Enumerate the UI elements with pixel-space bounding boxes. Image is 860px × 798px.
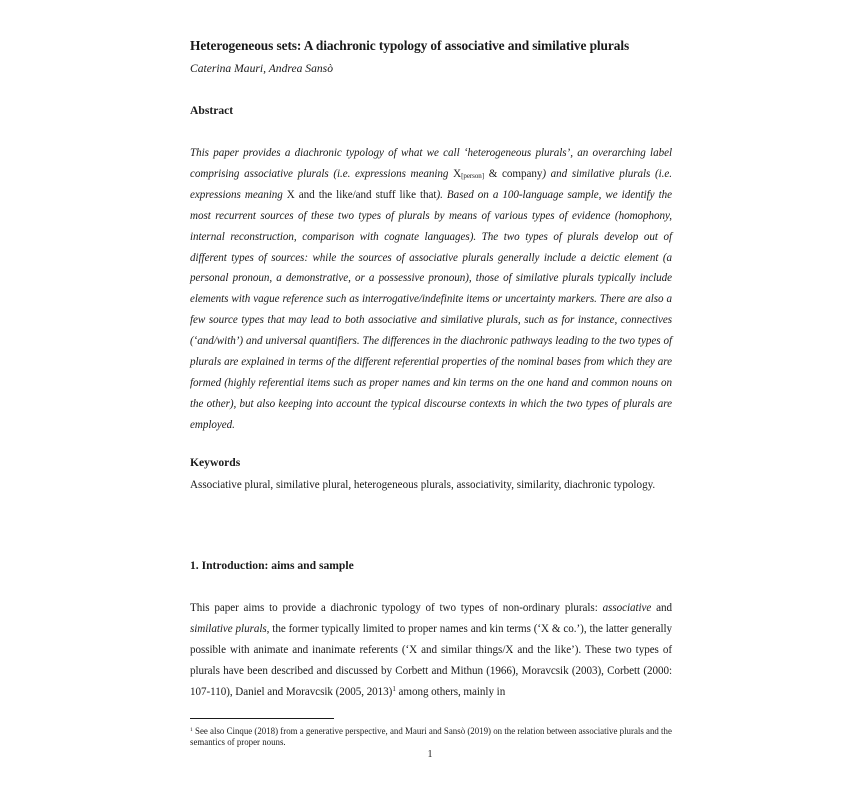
abstract-segment: ). Based on a 100-language sample, we identify the most recurrent sources of these two types of plurals by means of various types of evidence (homophony, internal reconstruction, comparison with cognate languages). The two types of plurals develop out of different types of sources: while the sources of associative plurals generally include a deictic element (a personal pronoun, a demonstrative, or a possessive pronoun), those of similative plurals typically include elements with vague reference such as interrogative/indefinite items or uncertainty markers. There are also a few source types that may lead to both associative and similative plurals, such as for instance, connectives (‘and/with’) and universal quantifiers. The differences in the diachronic pathways leading to the two types of plurals are explained in terms of the different referential properties of the nominal bases from which they are formed (highly referential items such as proper names and kin terms on the one hand and common nouns on the other), but also keeping into account the typical discourse contexts in which the two types of plurals are employed. xyxy=(190,188,672,431)
abstract-variable-x: X xyxy=(453,167,462,180)
introduction-paragraph xyxy=(190,598,672,703)
footnote-text: See also Cinque (2018) from a generative perspective, and Mauri and Sansò (2019) on the relation between associative plurals and the semantics of proper nouns. xyxy=(190,726,672,748)
footnote-reference[interactable]: 1 xyxy=(392,685,396,693)
intro-segment: among others, mainly in xyxy=(395,686,506,698)
paper-authors: Caterina Mauri, Andrea Sansò xyxy=(190,62,333,75)
section-heading-introduction: 1. Introduction: aims and sample xyxy=(190,559,354,572)
abstract-segment: ) and similative plurals (i.e. expressions meaning xyxy=(190,167,672,201)
footnote xyxy=(190,726,672,749)
abstract-company-gloss: & company xyxy=(484,167,543,180)
intro-segment: , the former typically limited to proper names and kin terms (‘X & co.’), the latter generally possible with animate and inanimate referents (‘X and similar things/X and the like’). These two types of plurals have been described and discussed by Corbett and Mithun (1966), Moravcsik (2003), Corbett (2000: 107-110), Daniel and Moravcsik (2005, 2013) xyxy=(190,623,673,698)
footnote-divider xyxy=(190,718,334,719)
keywords-list: Associative plural, similative plural, heterogeneous plurals, associativity, similarity, diachronic typology. xyxy=(190,479,656,491)
paper-title: Heterogeneous sets: A diachronic typology of associative and similative plurals xyxy=(190,38,630,53)
intro-segment: and xyxy=(651,602,672,614)
abstract-text xyxy=(190,143,672,436)
intro-term-similative: similative plurals xyxy=(190,623,267,635)
keywords-heading: Keywords xyxy=(190,456,241,469)
intro-segment: This paper aims to provide a diachronic typology of two types of non-ordinary plurals: xyxy=(190,602,603,614)
footnote-marker: 1 xyxy=(190,727,193,733)
abstract-person-subscript: [person] xyxy=(461,171,485,180)
abstract-segment: This paper provides a diachronic typology of what we call ‘heterogeneous plurals’, an overarching label comprising associative plurals (i.e. expressions meaning xyxy=(190,147,672,180)
intro-term-associative: associative xyxy=(602,602,652,614)
abstract-similative-gloss: X and the like/and stuff like that xyxy=(286,188,437,201)
page-number: 1 xyxy=(427,749,433,760)
abstract-heading: Abstract xyxy=(190,104,234,117)
